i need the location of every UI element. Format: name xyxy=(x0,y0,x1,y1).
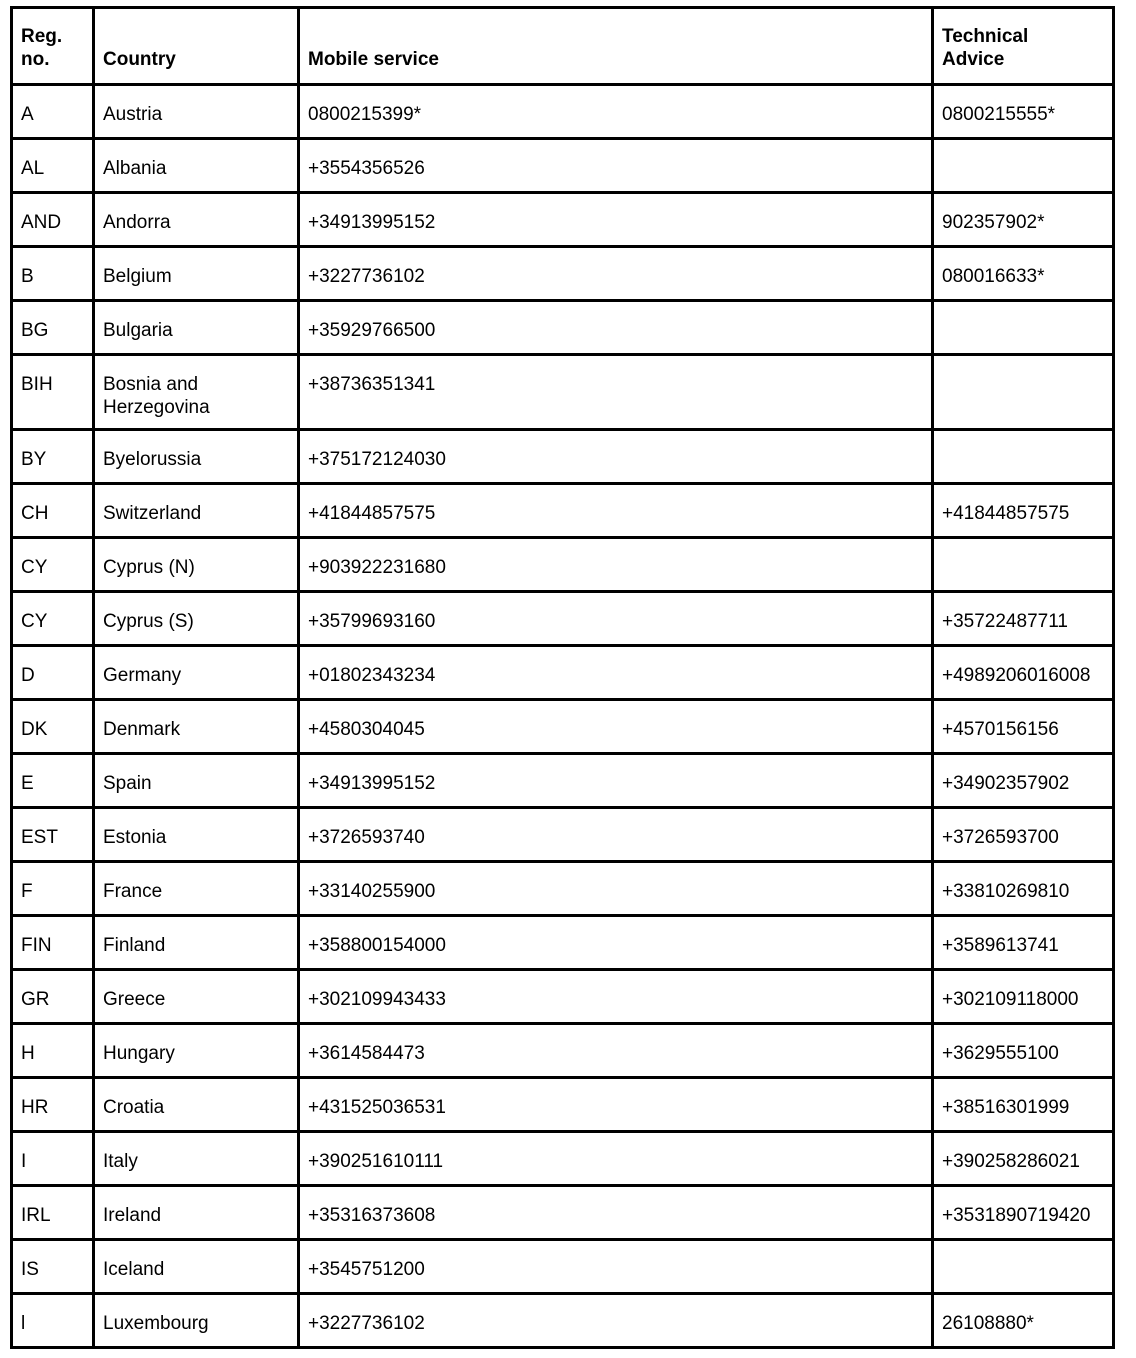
cell-mobile-service: +34913995152 xyxy=(299,754,933,808)
header-technical-advice: Technical Advice xyxy=(933,8,1114,85)
cell-mobile-service: +431525036531 xyxy=(299,1078,933,1132)
cell-mobile-service: +390251610111 xyxy=(299,1132,933,1186)
cell-country: Hungary xyxy=(94,1024,299,1078)
header-mobile-service: Mobile service xyxy=(299,8,933,85)
cell-mobile-service: +3545751200 xyxy=(299,1240,933,1294)
cell-technical-advice: +33810269810 xyxy=(933,862,1114,916)
cell-technical-advice: +41844857575 xyxy=(933,484,1114,538)
cell-technical-advice: +4570156156 xyxy=(933,700,1114,754)
cell-reg-no: AND xyxy=(12,193,94,247)
service-contacts-table-container xyxy=(10,6,1112,1349)
table-row xyxy=(12,85,1114,139)
cell-country: Cyprus (S) xyxy=(94,592,299,646)
cell-reg-no: l xyxy=(12,1294,94,1348)
cell-reg-no: BY xyxy=(12,430,94,484)
cell-reg-no: AL xyxy=(12,139,94,193)
cell-reg-no: IS xyxy=(12,1240,94,1294)
cell-mobile-service: +35316373608 xyxy=(299,1186,933,1240)
cell-technical-advice xyxy=(933,355,1114,430)
cell-technical-advice: +35722487711 xyxy=(933,592,1114,646)
cell-technical-advice: 080016633* xyxy=(933,247,1114,301)
cell-country: Andorra xyxy=(94,193,299,247)
cell-mobile-service: +41844857575 xyxy=(299,484,933,538)
cell-reg-no: GR xyxy=(12,970,94,1024)
table-row xyxy=(12,484,1114,538)
cell-country: Spain xyxy=(94,754,299,808)
cell-mobile-service: +35799693160 xyxy=(299,592,933,646)
cell-country: Albania xyxy=(94,139,299,193)
cell-reg-no: B xyxy=(12,247,94,301)
table-row xyxy=(12,193,1114,247)
cell-mobile-service: 0800215399* xyxy=(299,85,933,139)
cell-technical-advice: +302109118000 xyxy=(933,970,1114,1024)
table-row xyxy=(12,538,1114,592)
cell-mobile-service: +3227736102 xyxy=(299,247,933,301)
cell-reg-no: A xyxy=(12,85,94,139)
cell-technical-advice: +4989206016008 xyxy=(933,646,1114,700)
table-row xyxy=(12,754,1114,808)
table-row xyxy=(12,916,1114,970)
cell-technical-advice xyxy=(933,301,1114,355)
cell-technical-advice xyxy=(933,538,1114,592)
cell-country: Bulgaria xyxy=(94,301,299,355)
table-row xyxy=(12,247,1114,301)
cell-reg-no: E xyxy=(12,754,94,808)
table-row xyxy=(12,700,1114,754)
cell-mobile-service: +3227736102 xyxy=(299,1294,933,1348)
cell-mobile-service: +358800154000 xyxy=(299,916,933,970)
cell-technical-advice: +38516301999 xyxy=(933,1078,1114,1132)
cell-mobile-service: +38736351341 xyxy=(299,355,933,430)
cell-mobile-service: +4580304045 xyxy=(299,700,933,754)
table-row xyxy=(12,355,1114,430)
table-header-row xyxy=(12,8,1114,85)
table-row xyxy=(12,1078,1114,1132)
cell-technical-advice: +3629555100 xyxy=(933,1024,1114,1078)
cell-country: Switzerland xyxy=(94,484,299,538)
table-row xyxy=(12,1132,1114,1186)
cell-technical-advice: +3589613741 xyxy=(933,916,1114,970)
cell-reg-no: FIN xyxy=(12,916,94,970)
cell-mobile-service: +3554356526 xyxy=(299,139,933,193)
cell-country: Iceland xyxy=(94,1240,299,1294)
cell-country: Germany xyxy=(94,646,299,700)
cell-reg-no: DK xyxy=(12,700,94,754)
cell-reg-no: CY xyxy=(12,592,94,646)
cell-mobile-service: +35929766500 xyxy=(299,301,933,355)
cell-technical-advice: 26108880* xyxy=(933,1294,1114,1348)
cell-mobile-service: +01802343234 xyxy=(299,646,933,700)
table-row xyxy=(12,862,1114,916)
header-reg-no: Reg. no. xyxy=(12,8,94,85)
table-row xyxy=(12,646,1114,700)
table-row xyxy=(12,1240,1114,1294)
cell-technical-advice: +34902357902 xyxy=(933,754,1114,808)
cell-technical-advice: +390258286021 xyxy=(933,1132,1114,1186)
cell-reg-no: D xyxy=(12,646,94,700)
cell-reg-no: BIH xyxy=(12,355,94,430)
cell-mobile-service: +375172124030 xyxy=(299,430,933,484)
cell-reg-no: BG xyxy=(12,301,94,355)
cell-mobile-service: +903922231680 xyxy=(299,538,933,592)
cell-country: Italy xyxy=(94,1132,299,1186)
cell-technical-advice xyxy=(933,430,1114,484)
table-row xyxy=(12,139,1114,193)
cell-technical-advice xyxy=(933,139,1114,193)
cell-reg-no: I xyxy=(12,1132,94,1186)
cell-reg-no: F xyxy=(12,862,94,916)
cell-reg-no: CH xyxy=(12,484,94,538)
cell-country: Denmark xyxy=(94,700,299,754)
cell-reg-no: EST xyxy=(12,808,94,862)
cell-reg-no: CY xyxy=(12,538,94,592)
cell-mobile-service: +3614584473 xyxy=(299,1024,933,1078)
service-contacts-table xyxy=(10,6,1115,1349)
cell-country: Luxembourg xyxy=(94,1294,299,1348)
cell-mobile-service: +302109943433 xyxy=(299,970,933,1024)
table-row xyxy=(12,592,1114,646)
table-row xyxy=(12,1294,1114,1348)
cell-country: Estonia xyxy=(94,808,299,862)
table-row xyxy=(12,1186,1114,1240)
cell-technical-advice: 902357902* xyxy=(933,193,1114,247)
cell-technical-advice: +3531890719420 xyxy=(933,1186,1114,1240)
cell-country: Greece xyxy=(94,970,299,1024)
cell-mobile-service: +34913995152 xyxy=(299,193,933,247)
cell-reg-no: IRL xyxy=(12,1186,94,1240)
cell-country: Ireland xyxy=(94,1186,299,1240)
table-row xyxy=(12,430,1114,484)
table-row xyxy=(12,808,1114,862)
cell-reg-no: HR xyxy=(12,1078,94,1132)
cell-technical-advice xyxy=(933,1240,1114,1294)
cell-technical-advice: 0800215555* xyxy=(933,85,1114,139)
cell-country: Belgium xyxy=(94,247,299,301)
cell-country: Finland xyxy=(94,916,299,970)
table-body xyxy=(12,85,1114,1348)
cell-country: Croatia xyxy=(94,1078,299,1132)
cell-country: France xyxy=(94,862,299,916)
cell-technical-advice: +3726593700 xyxy=(933,808,1114,862)
cell-country: Byelorussia xyxy=(94,430,299,484)
table-row xyxy=(12,301,1114,355)
table-row xyxy=(12,1024,1114,1078)
cell-country: Austria xyxy=(94,85,299,139)
table-row xyxy=(12,970,1114,1024)
cell-mobile-service: +33140255900 xyxy=(299,862,933,916)
cell-mobile-service: +3726593740 xyxy=(299,808,933,862)
cell-reg-no: H xyxy=(12,1024,94,1078)
header-country: Country xyxy=(94,8,299,85)
cell-country: Bosnia and Herzegovina xyxy=(94,355,299,430)
cell-country: Cyprus (N) xyxy=(94,538,299,592)
